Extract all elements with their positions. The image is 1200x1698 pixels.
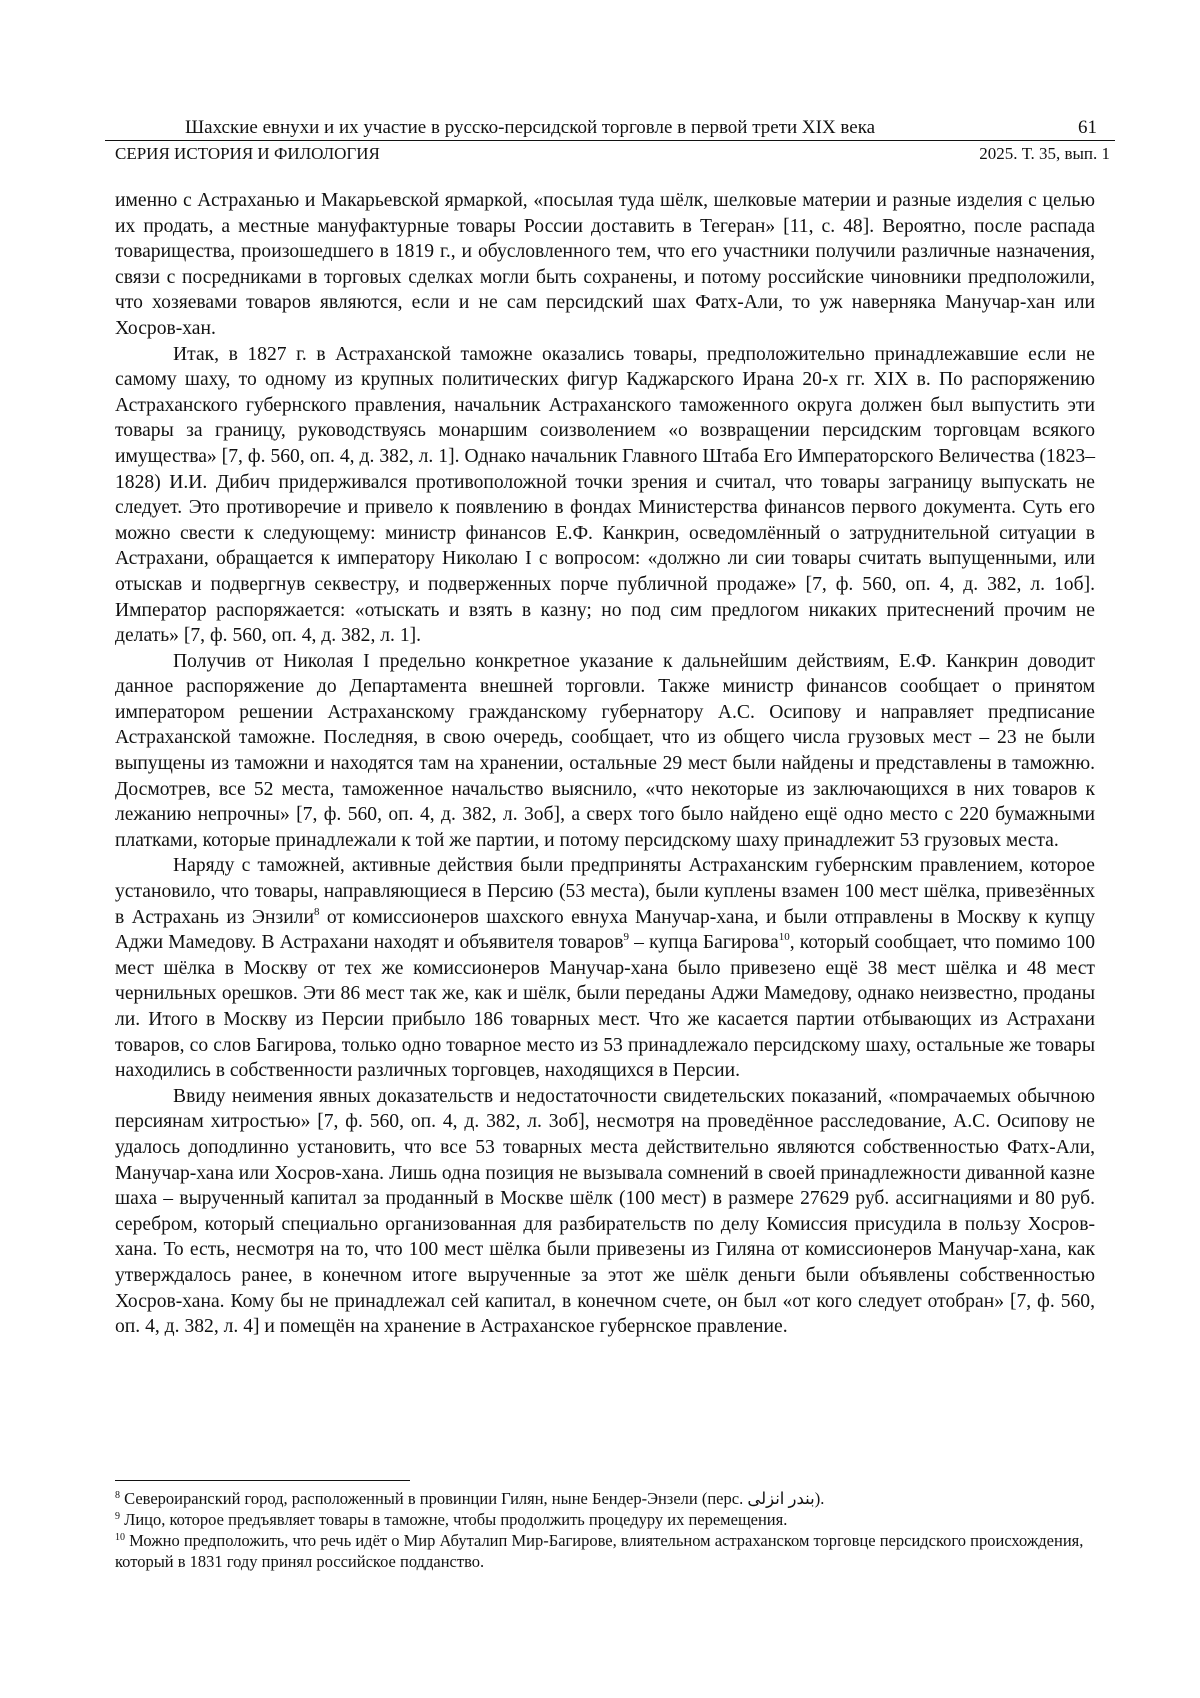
footnote-ref[interactable]: 9 bbox=[623, 931, 629, 943]
footnote-ref[interactable]: 8 bbox=[314, 906, 320, 918]
paragraph bbox=[115, 853, 1095, 1083]
article-body bbox=[115, 188, 1095, 1340]
footnote-number: 9 bbox=[115, 1511, 120, 1522]
footnote-divider bbox=[115, 1480, 410, 1481]
paragraph: Ввиду неимения явных доказательств и недостаточности свидетельских показаний, «помрачаемых обычною персиянам хитростью» [7, ф. 560, оп. 4, д. 382, л. 3об], несмотря на проведённое расследование, А.С. Осипову не удалось доподлинно установить, что все 53 товарных места действительно являются собственностью Фатх-Али, Манучар-хана или Хосров-хана. Лишь одна позиция не вызывала сомнений в своей принадлежности диванной казне шаха – вырученный капитал за проданный в Москве шёлк (100 мест) в размере 27629 руб. ассигнациями и 80 руб. серебром, который специально организованная для разбирательств по делу Комиссия присудила в пользу Хосров-хана. То есть, несмотря на то, что 100 мест шёлка были привезены из Гиляна от комиссионеров Манучар-хана, как утверждалось ранее, в конечном итоге вырученные за этот же шёлк деньги были объявлены собственностью Хосров-хана. Кому бы не принадлежал сей капитал, в конечном счете, он был «от кого следует отобран» [7, ф. 560, оп. 4, д. 382, л. 4] и помещён на хранение в Астраханское губернское правление. bbox=[115, 1084, 1095, 1340]
paragraph-segment: Наряду с таможней, активные действия были предприняты Астраханским губернским правлением, которое установило, что товары, направляющиеся в Персию (53 места), были куплены взамен 100 мест шёлка, привезённых в Астрахань из Энзили bbox=[115, 855, 1095, 927]
footnote-ref[interactable]: 10 bbox=[779, 931, 790, 943]
paragraph: именно с Астраханью и Макарьевской ярмаркой, «посылая туда шёлк, шелковые материи и разные изделия с целью их продать, а местные мануфактурные товары России доставить в Тегеран» [11, с. 48]. Вероятно, после распада товарищества, произошедшего в 1819 г., и обусловленного тем, что его участники получили различные назначения, связи с посредниками в торговых сделках могли быть сохранены, и потому российские чиновники предположили, что хозяевами товаров являются, если и не сам персидский шах Фатх-Али, то уж наверняка Манучар-хан или Хосров-хан. bbox=[115, 188, 1095, 342]
paragraph-segment: , который сообщает, что помимо 100 мест шёлка в Москву от тех же комиссионеров Манучар-хана было привезено ещё 38 мест шёлка и 48 мест чернильных орешков. Эти 86 мест так же, как и шёлк, были переданы Аджи Мамедову, однако неизвестно, проданы ли. Итого в Москву из Персии прибыло 186 товарных мест. Что же касается партии отбывающих из Астрахани товаров, со слов Багирова, только одно товарное место из 53 принадлежало персидскому шаху, остальные же товары находились в собственности различных торговцев, находящихся в Персии. bbox=[115, 932, 1095, 1081]
paragraph-segment: от комиссионеров шахского евнуха Манучар-хана, и были отправлены в Москву к купцу Аджи Мамедову. В Астрахани находят и объявителя товаров bbox=[115, 907, 1095, 954]
footnote bbox=[115, 1509, 1095, 1530]
footnote-text: Можно предположить, что речь идёт о Мир Абуталип Мир-Багирове, влиятельном астраханском торговце персидского происхождения, который в 1831 году принял российское подданство. bbox=[115, 1531, 1083, 1571]
header-divider bbox=[105, 140, 1115, 141]
page-number: 61 bbox=[1078, 116, 1097, 140]
footnote bbox=[115, 1530, 1095, 1572]
footnote bbox=[115, 1488, 1095, 1509]
footnotes bbox=[115, 1488, 1095, 1572]
running-title: Шахские евнухи и их участие в русско-персидской торговле в первой трети XIX века bbox=[185, 116, 875, 140]
paragraph: Получив от Николая I предельно конкретное указание к дальнейшим действиям, Е.Ф. Канкрин доводит данное распоряжение до Департамента внешней торговли. Также министр финансов сообщает о принятом императором решении Астраханскому гражданскому губернатору А.С. Осипову и направляет предписание Астраханской таможне. Последняя, в свою очередь, сообщает, что из общего числа грузовых мест – 23 не были выпущены из таможни и находятся там на хранении, остальные 29 мест были найдены и представлены в таможню. Досмотрев, все 52 места, таможенное начальство выяснило, «что некоторые из заключающихся в них товаров к лежанию непрочны» [7, ф. 560, оп. 4, д. 382, л. 3об], а сверх того было найдено ещё одно место с 220 бумажными платками, которые принадлежали к той же партии, и потому персидскому шаху принадлежит 53 грузовых места. bbox=[115, 649, 1095, 854]
footnote-text: Лицо, которое предъявляет товары в таможне, чтобы продолжить процедуру их перемещения. bbox=[124, 1510, 787, 1529]
footnote-number: 8 bbox=[115, 1490, 120, 1501]
paragraph-segment: – купца Багирова bbox=[634, 932, 779, 953]
issue-info: 2025. Т. 35, вып. 1 bbox=[979, 143, 1110, 165]
footnote-text: Североиранский город, расположенный в провинции Гилян, ныне Бендер-Энзели (перс. بندر انزلی). bbox=[124, 1489, 824, 1508]
series-name: СЕРИЯ ИСТОРИЯ И ФИЛОЛОГИЯ bbox=[115, 143, 380, 165]
footnote-number: 10 bbox=[115, 1532, 125, 1543]
paragraph: Итак, в 1827 г. в Астраханской таможне оказались товары, предположительно принадлежавшие если не самому шаху, то одному из крупных политических фигур Каджарского Ирана 20-х гг. XIX в. По распоряжению Астраханского губернского правления, начальник Астраханского таможенного округа должен был выпустить эти товары за границу, руководствуясь монаршим соизволением «о возвращении персидским торговцам всякого имущества» [7, ф. 560, оп. 4, д. 382, л. 1]. Однако начальник Главного Штаба Его Императорского Величества (1823–1828) И.И. Дибич придерживался противоположной точки зрения и считал, что товары заграницу выпускать не следует. Это противоречие и привело к появлению в фондах Министерства финансов первого документа. Суть его можно свести к следующему: министр финансов Е.Ф. Канкрин, осведомлённый о затруднительной ситуации в Астрахани, обращается к императору Николаю I с вопросом: «должно ли сии товары считать выпущенными, или отыскав и подвергнув секвестру, и подверженных порче публичной продаже» [7, ф. 560, оп. 4, д. 382, л. 1об]. Император распоряжается: «отыскать и взять в казну; но под сим предлогом никаких притеснений прочим не делать» [7, ф. 560, оп. 4, д. 382, л. 1]. bbox=[115, 342, 1095, 649]
journal-page bbox=[0, 0, 1200, 1698]
